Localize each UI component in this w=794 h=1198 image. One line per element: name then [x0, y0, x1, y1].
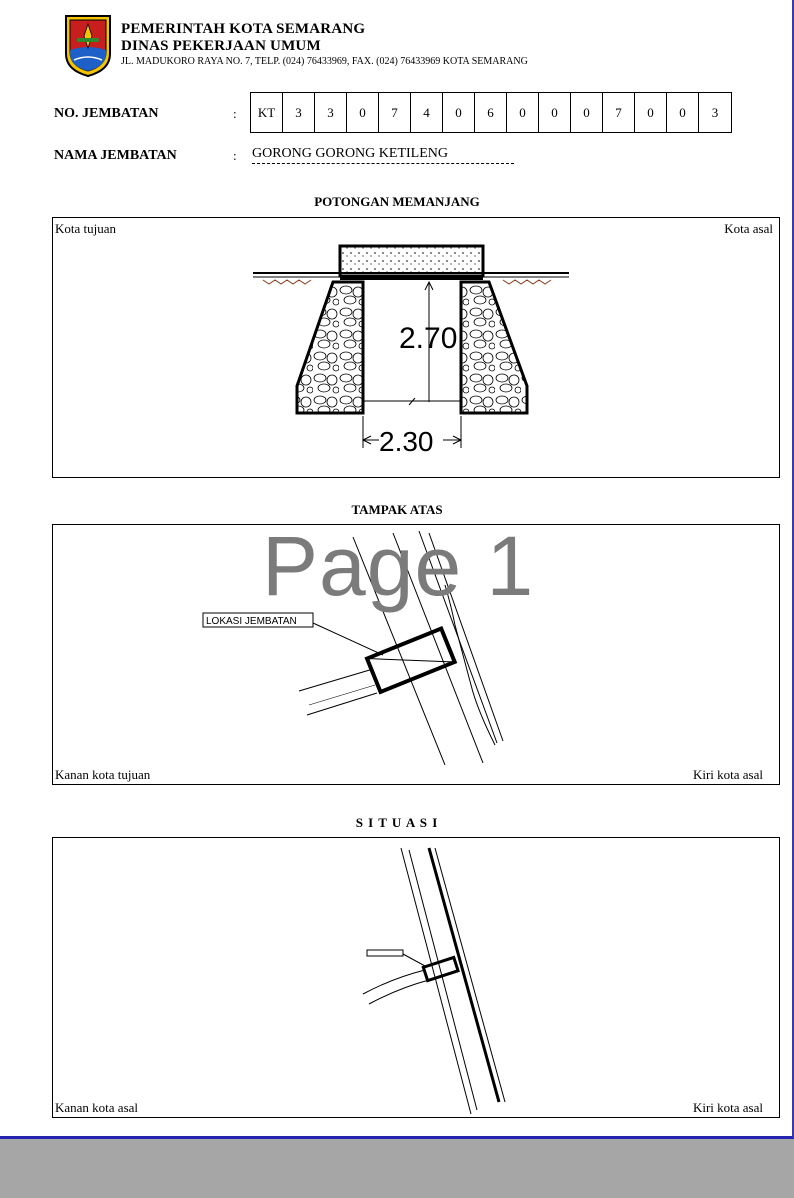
org-name-line1: PEMERINTAH KOTA SEMARANG: [121, 21, 366, 37]
bridge-code-cell: 0: [347, 93, 379, 132]
bridge-code-cell: 0: [443, 93, 475, 132]
bridge-code-cell: 0: [667, 93, 699, 132]
bridge-code-cell: 0: [539, 93, 571, 132]
coat-of-arms-icon: [64, 14, 112, 78]
label-kanan-kota-tujuan: Kanan kota tujuan: [55, 767, 151, 782]
location-label: LOKASI JEMBATAN: [206, 616, 297, 627]
section-title-top-view: TAMPAK ATAS: [351, 502, 443, 517]
bridge-code-cell: 0: [571, 93, 603, 132]
bridge-code-cell: 0: [507, 93, 539, 132]
bridge-code-cell: 7: [603, 93, 635, 132]
bridge-code-cell: 3: [315, 93, 347, 132]
bridge-code-cell: 4: [411, 93, 443, 132]
culvert-cross-section-drawing: [53, 218, 779, 477]
section-title-situation: S I T U A S I: [355, 815, 439, 830]
bridge-code-cell: 6: [475, 93, 507, 132]
org-address: JL. MADUKORO RAYA NO. 7, TELP. (024) 76433969, FAX. (024) 76433969 KOTA SEMARANG: [121, 56, 528, 67]
label-kota-asal: Kota asal: [724, 221, 773, 236]
label-kiri-kota-asal-situation: Kiri kota asal: [692, 1100, 763, 1115]
bridge-code-boxes: [250, 92, 732, 133]
org-name-line2: DINAS PEKERJAAN UMUM: [121, 38, 321, 54]
bridge-code-cell: KT: [251, 93, 283, 132]
bridge-code-cell: 7: [379, 93, 411, 132]
bridge-code-cell: 3: [711, 104, 719, 120]
bridge-name-label: NAMA JEMBATAN: [54, 148, 177, 163]
label-kiri-kota-asal: Kiri kota asal: [692, 767, 763, 782]
bridge-code-cell: 0: [635, 93, 667, 132]
section-title-longitudinal: POTONGAN MEMANJANG: [314, 194, 480, 209]
bridge-no-colon: :: [233, 106, 237, 121]
longitudinal-section-frame: [52, 217, 780, 478]
label-kota-tujuan: Kota tujuan: [55, 221, 117, 236]
page-watermark: Page 1: [262, 519, 535, 613]
bridge-name-value: GORONG GORONG KETILENG: [252, 146, 514, 164]
bridge-name-colon: :: [233, 148, 237, 163]
width-dimension-label: 2.30: [379, 426, 434, 457]
label-kanan-kota-asal: Kanan kota asal: [55, 1100, 139, 1115]
situation-frame: [52, 837, 780, 1118]
bridge-no-label: NO. JEMBATAN: [54, 106, 159, 121]
height-dimension-label: 2.70: [399, 322, 458, 355]
situation-map-drawing: [53, 838, 779, 1117]
bridge-code-cell: 3: [283, 93, 315, 132]
